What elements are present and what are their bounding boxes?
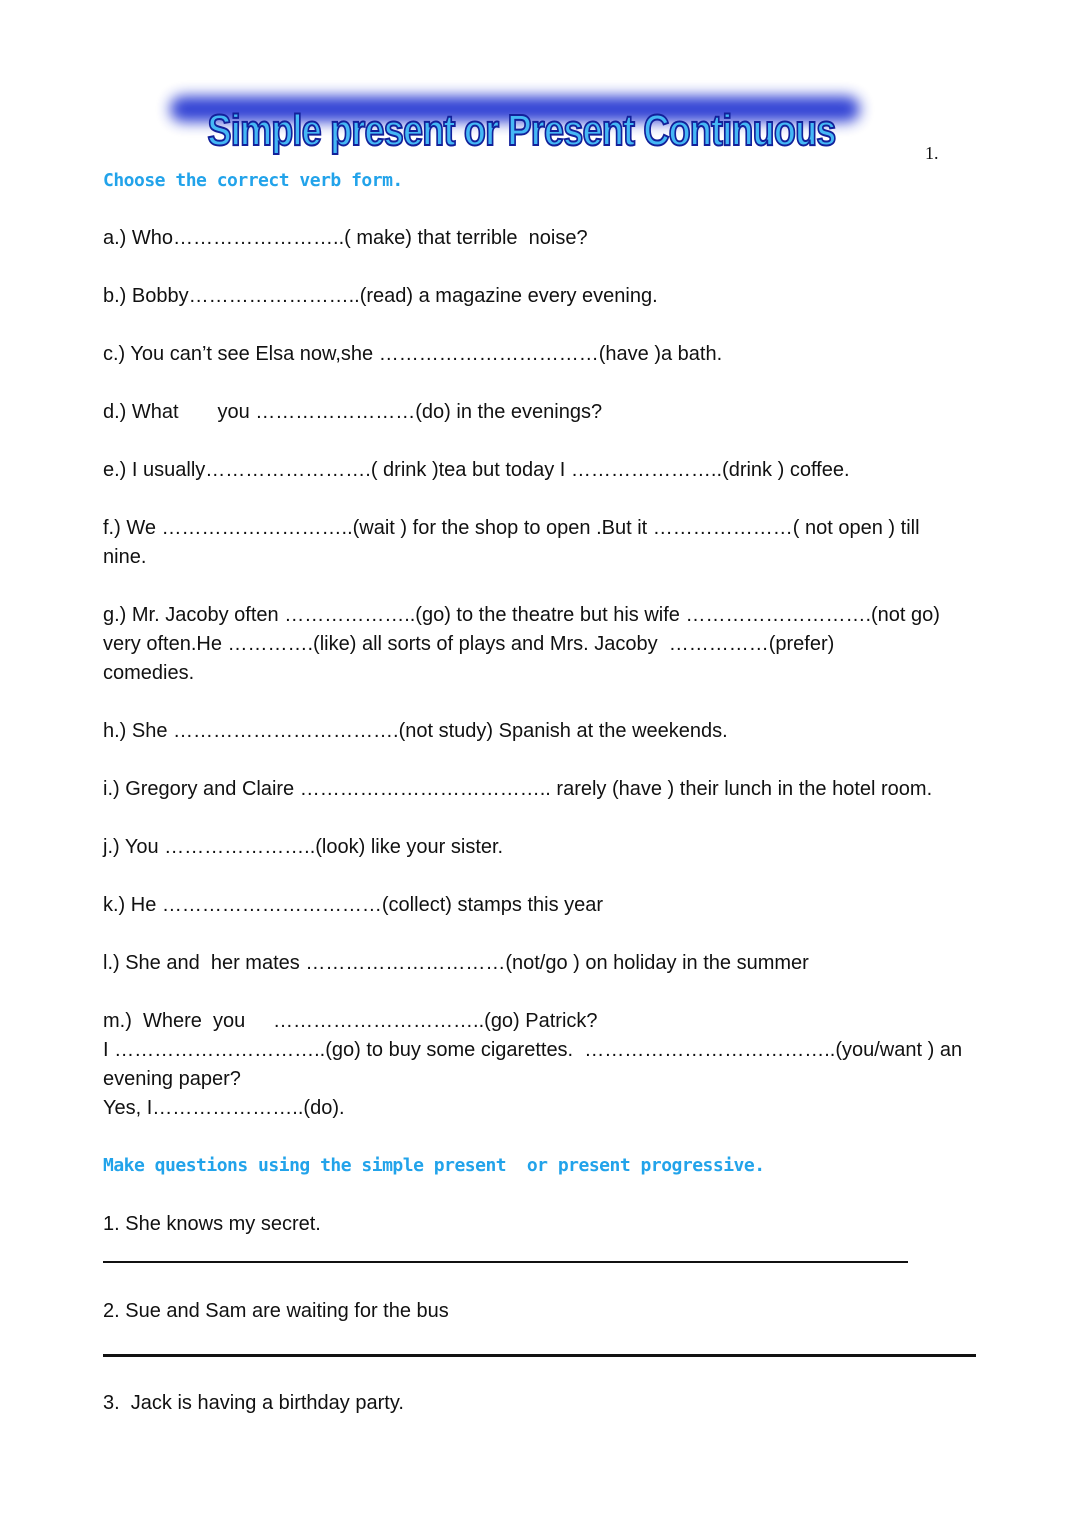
exercise-line: m.) Where you …………………………..(go) Patrick? [103,1010,598,1032]
exercise-line: k.) He ……………………………(collect) stamps this year [103,894,604,916]
exercise-line: evening paper? [103,1068,241,1090]
exercise-line: e.) I usually…………………….( drink )tea but today I …………………..(drink ) coffee. [103,459,850,481]
answer-line-2[interactable] [103,1354,976,1357]
instruction-2: Make questions using the simple present or present progressive. [103,1155,765,1176]
instruction-1: Choose the correct verb form. [103,170,403,191]
exercise-line: j.) You …………………..(look) like your sister. [103,836,504,858]
question-item-1: 1. She knows my secret. [103,1213,321,1235]
exercise-line: g.) Mr. Jacoby often ………………..(go) to the theatre but his wife ……………………….(not go) [103,604,940,626]
exercise-line: nine. [103,546,147,568]
page-number: 1. [925,143,939,163]
exercise-line: c.) You can’t see Elsa now,she ……………………………(have )a bath. [103,343,723,365]
exercise-line: I …………………………..(go) to buy some cigarettes. ………………………………..(you/want ) an [103,1039,963,1061]
exercise-line: a.) Who……………………..( make) that terrible noise? [103,227,588,249]
exercise-line: f.) We ………………………..(wait ) for the shop to open .But it …………………( not open ) till [103,517,920,539]
exercise-line: b.) Bobby……………………..(read) a magazine every evening. [103,285,658,307]
exercise-line: d.) What you ……………………(do) in the evenings? [103,401,603,423]
exercise-line: l.) She and her mates …………………………(not/go ) on holiday in the summer [103,952,809,974]
exercise-line: h.) She …………………………….(not study) Spanish at the weekends. [103,720,728,742]
exercise-line: i.) Gregory and Claire ……………………………….. rarely (have ) their lunch in the hotel room. [103,778,933,800]
question-item-3: 3. Jack is having a birthday party. [103,1392,404,1414]
question-item-2: 2. Sue and Sam are waiting for the bus [103,1300,449,1322]
exercise-line: very often.He ………….(like) all sorts of plays and Mrs. Jacoby ……………(prefer) [103,633,835,655]
title-text: Simple present or Present Continuous [207,106,836,155]
exercise-line: Yes, I…………………..(do). [103,1097,345,1119]
worksheet-title [140,100,890,160]
exercise-line: comedies. [103,662,195,684]
answer-line-1[interactable] [103,1261,908,1263]
